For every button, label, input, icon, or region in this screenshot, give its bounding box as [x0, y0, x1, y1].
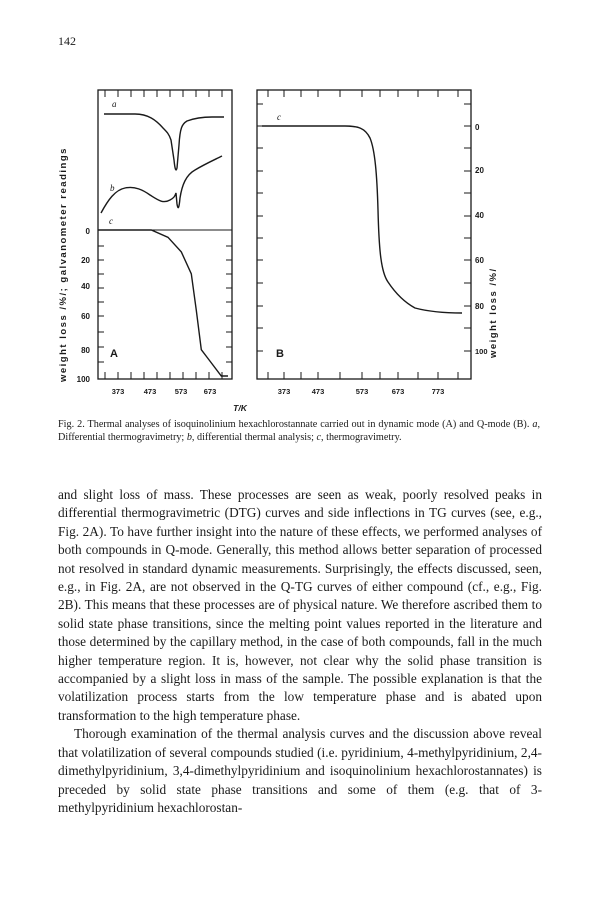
caption-a-label: a [532, 419, 538, 430]
left-ytick-0: 0 [85, 227, 90, 236]
figure-caption [58, 418, 540, 444]
panel-a-label: A [110, 348, 118, 360]
xtick-a-573: 573 [174, 387, 188, 396]
caption-c-text: , thermogravimetry. [321, 432, 402, 443]
panel-b-label: B [276, 348, 284, 360]
tick-marks [98, 90, 471, 379]
xtick-b-573: 573 [355, 387, 369, 396]
right-ytick-0: 0 [475, 123, 480, 132]
body-text [58, 486, 542, 817]
xtick-a-673: 673 [203, 387, 217, 396]
curve-b-dta [101, 156, 222, 213]
right-ytick-100: 100 [475, 347, 488, 356]
left-ytick-40: 40 [81, 282, 90, 291]
left-ytick-60: 60 [81, 312, 90, 321]
caption-a-text: , Differential thermogravimetry; [58, 419, 540, 443]
curve-label-b: b [110, 183, 115, 193]
caption-b-text: , differential thermal analysis; [191, 432, 317, 443]
curve-c-tg-qmode [262, 126, 462, 313]
left-ytick-80: 80 [81, 346, 90, 355]
right-ytick-40: 40 [475, 211, 484, 220]
curve-label-c-a: c [109, 216, 113, 226]
xtick-b-773: 773 [431, 387, 445, 396]
xtick-b-673: 673 [391, 387, 405, 396]
xtick-a-473: 473 [143, 387, 157, 396]
xtick-a-373: 373 [111, 387, 125, 396]
curve-label-c-b: c [277, 112, 281, 122]
x-axis-label: T/K [233, 403, 247, 413]
paragraph-2: Thorough examination of the thermal analysis curves and the discussion above reveal that volatilization of several compounds studied (i.e. pyridinium, 4-methylpyridinium, 2,4-dimethylpyridinium, 3,4-dimethylpyridinium and isoquinolinium hexachlorostannates) is preceded by solid state phase transitions and some of them (e.g. that of 3-methylpyridinium hexachlorostan- [58, 726, 542, 815]
right-ytick-20: 20 [475, 166, 484, 175]
right-ytick-60: 60 [475, 256, 484, 265]
xtick-b-373: 373 [277, 387, 291, 396]
page-number: 142 [58, 34, 76, 48]
right-ytick-80: 80 [475, 302, 484, 311]
caption-prefix: Fig. 2. Thermal analyses of isoquinolinium hexachlorostannate carried out in dynamic mode (A) and Q-mode (B). [58, 419, 533, 430]
left-ytick-20: 20 [81, 256, 90, 265]
paragraph-1: and slight loss of mass. These processes are seen as weak, poorly resolved peaks in differential thermogravimetric (DTG) curves and side inflections in TG curves (see, e.g., Fig. 2A). To have further insight into the nature of these effects, we performed analyses of both compounds in Q-mode. Generally, this method allows better separation of processed not resolved in standard dynamic measurements. Surprisingly, the effects discussed, seen, e.g., in Fig. 2A, are not observed in the Q-TG curves of either compound (cf., e.g., Fig. 2B). This means that these processes are of physical nature. We therefore ascribed them to solid state phase transitions, since the melting point values reported in the literature and those determined by the capillary method, in the case of both compounds, fall in the much higher temperature region. It is, however, not clear why the solid phase transition is accompanied by a slight loss in mass of the sample. The possible explanation is that the volatilization process starts from the low temperature phase and is abated upon transformation to the high temperature phase. [58, 487, 542, 723]
caption-c-label: c [316, 432, 322, 443]
right-y-axis-label: weight loss /%/ [488, 267, 499, 358]
xtick-b-473: 473 [311, 387, 325, 396]
curves [98, 114, 462, 376]
caption-b-label: b [186, 432, 192, 443]
figure-2 [0, 0, 596, 420]
curve-a-dtg [104, 114, 224, 170]
left-ytick-100: 100 [76, 375, 90, 384]
left-y-axis-label: weight loss /%/; galvanometer readings [58, 147, 69, 382]
curve-label-a: a [112, 99, 117, 109]
panel-a-frame [98, 90, 232, 379]
panel-b-frame [257, 90, 471, 379]
